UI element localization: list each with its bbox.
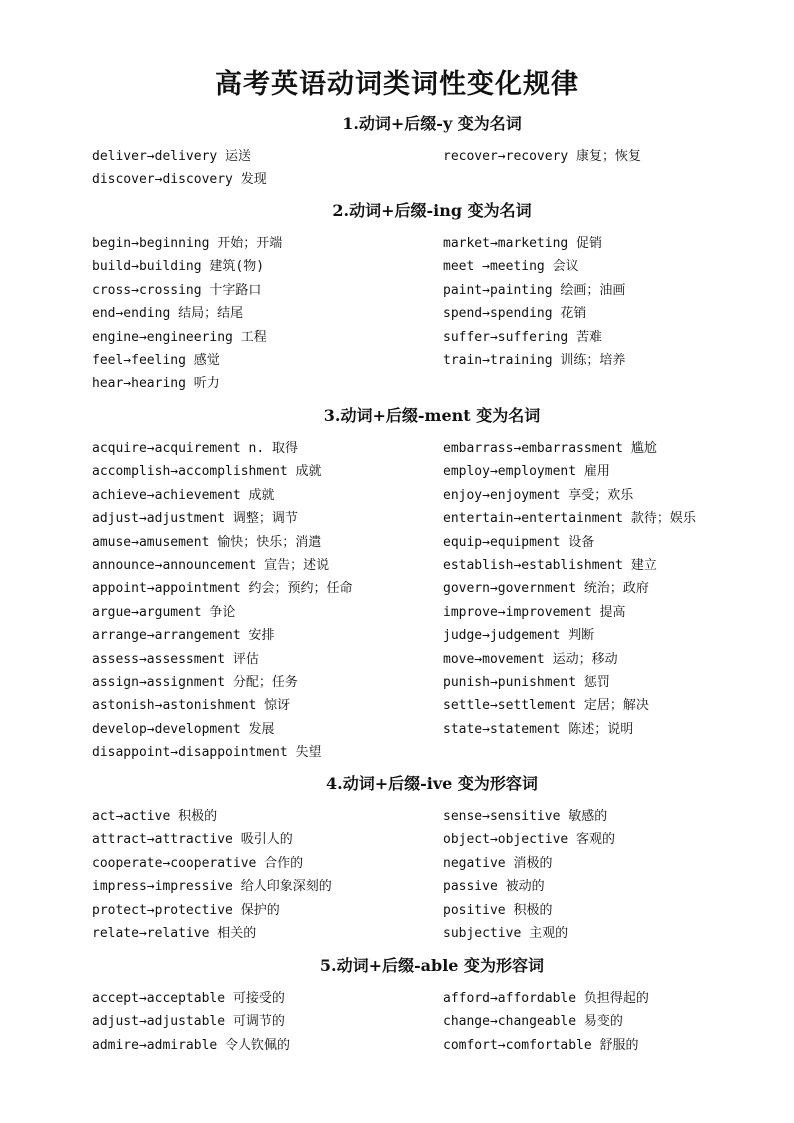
word-entry: develop→development 发展 (92, 721, 275, 737)
word-entry: train→training 训练；培养 (443, 352, 626, 368)
section-heading: 2.动词+后缀-ing 变为名词 (332, 201, 532, 220)
word-entry: acquire→acquirement n. 取得 (92, 441, 299, 456)
word-entry: move→movement 运动；移动 (443, 651, 618, 667)
word-entry: accept→acceptable 可接受的 (92, 991, 285, 1006)
word-entry: settle→settlement 定居；解决 (443, 698, 649, 714)
word-column-right (443, 987, 772, 1057)
word-entry: meet →meeting 会议 (443, 259, 579, 275)
word-entry: achieve→achievement 成就 (92, 487, 275, 503)
word-entry: relate→relative 相关的 (92, 925, 257, 941)
word-entry: change→changeable 易变的 (443, 1014, 623, 1030)
word-entry: astonish→astonishment 惊讶 (92, 698, 291, 714)
word-entry: recover→recovery 康复；恢复 (443, 149, 642, 164)
word-list (92, 232, 772, 396)
word-list (92, 437, 772, 764)
section-suffix-y (92, 113, 772, 192)
word-entry: announce→announcement 宣告；述说 (92, 557, 330, 573)
word-entry: disappoint→disappointment 失望 (92, 745, 322, 761)
word-list (92, 145, 772, 192)
section-heading: 4.动词+后缀-ive 变为形容词 (326, 774, 538, 793)
word-entry: improve→improvement 提高 (443, 604, 626, 620)
word-entry: afford→affordable 负担得起的 (443, 991, 649, 1006)
word-entry: protect→protective 保护的 (92, 902, 280, 918)
word-entry: act→active 积极的 (92, 809, 218, 824)
section-heading: 1.动词+后缀-y 变为名词 (342, 114, 522, 133)
word-entry: market→marketing 促销 (443, 236, 603, 251)
word-entry: adjust→adjustable 可调节的 (92, 1014, 285, 1030)
word-entry: negative 消极的 (443, 855, 553, 871)
word-entry: comfort→comfortable 舒服的 (443, 1037, 639, 1053)
word-entry: subjective 主观的 (443, 925, 569, 941)
word-entry: attract→attractive 吸引人的 (92, 832, 293, 848)
word-list (92, 987, 772, 1057)
word-entry: cooperate→cooperative 合作的 (92, 855, 304, 871)
word-entry: feel→feeling 感觉 (92, 352, 220, 368)
section-suffix-able (92, 955, 772, 1057)
word-entry: suffer→suffering 苦难 (443, 329, 603, 345)
word-column-left (92, 805, 443, 945)
word-entry: employ→employment 雇用 (443, 464, 610, 480)
section-heading: 5.动词+后缀-able 变为形容词 (319, 956, 545, 975)
word-entry: entertain→entertainment 款待；娱乐 (443, 511, 696, 527)
word-column-right (443, 145, 772, 192)
section-heading: 3.动词+后缀-ment 变为名词 (323, 406, 541, 425)
word-entry: spend→spending 花销 (443, 306, 587, 322)
section-suffix-ment (92, 405, 772, 764)
word-entry: embarrass→embarrassment 尴尬 (443, 441, 657, 456)
word-entry: engine→engineering 工程 (92, 329, 267, 345)
word-column-left (92, 145, 443, 192)
word-entry: govern→government 统治；政府 (443, 581, 649, 597)
word-entry: passive 被动的 (443, 879, 545, 895)
word-list (92, 805, 772, 945)
section-suffix-ing (92, 200, 772, 396)
word-column-left (92, 437, 443, 764)
word-column-right (443, 232, 772, 396)
word-entry: admire→admirable 令人钦佩的 (92, 1037, 291, 1053)
word-entry: punish→punishment 惩罚 (443, 674, 610, 690)
word-entry: equip→equipment 设备 (443, 534, 595, 550)
word-entry: appoint→appointment 约会；预约；任命 (92, 581, 353, 597)
word-entry: state→statement 陈述；说明 (443, 721, 634, 737)
word-entry: hear→hearing 听力 (92, 376, 220, 392)
word-entry: accomplish→accomplishment 成就 (92, 464, 322, 480)
word-entry: positive 积极的 (443, 902, 553, 918)
word-entry: amuse→amusement 愉快；快乐；消遣 (92, 534, 322, 550)
word-column-right (443, 805, 772, 945)
word-entry: argue→argument 争论 (92, 604, 236, 620)
word-entry: arrange→arrangement 安排 (92, 628, 275, 644)
word-entry: assess→assessment 评估 (92, 651, 259, 667)
word-column-right (443, 437, 772, 764)
word-entry: paint→painting 绘画；油画 (443, 282, 626, 298)
word-column-left (92, 232, 443, 396)
word-entry: establish→establishment 建立 (443, 557, 657, 573)
word-entry: object→objective 客观的 (443, 832, 616, 848)
word-entry: end→ending 结局；结尾 (92, 306, 244, 322)
word-entry: enjoy→enjoyment 享受；欢乐 (443, 487, 634, 503)
word-entry: begin→beginning 开始；开端 (92, 236, 283, 251)
word-entry: deliver→delivery 运送 (92, 149, 252, 164)
word-entry: build→building 建筑(物) (92, 259, 265, 275)
word-entry: cross→crossing 十字路口 (92, 282, 262, 298)
word-column-left (92, 987, 443, 1057)
word-entry: adjust→adjustment 调整；调节 (92, 511, 298, 527)
word-entry: discover→discovery 发现 (92, 172, 267, 188)
document-title: 高考英语动词类词性变化规律 (215, 69, 579, 100)
word-entry: judge→judgement 判断 (443, 628, 595, 644)
word-entry: assign→assignment 分配；任务 (92, 674, 298, 690)
section-suffix-ive (92, 773, 772, 945)
word-entry: sense→sensitive 敏感的 (443, 809, 608, 824)
word-entry: impress→impressive 给人印象深刻的 (92, 879, 332, 895)
